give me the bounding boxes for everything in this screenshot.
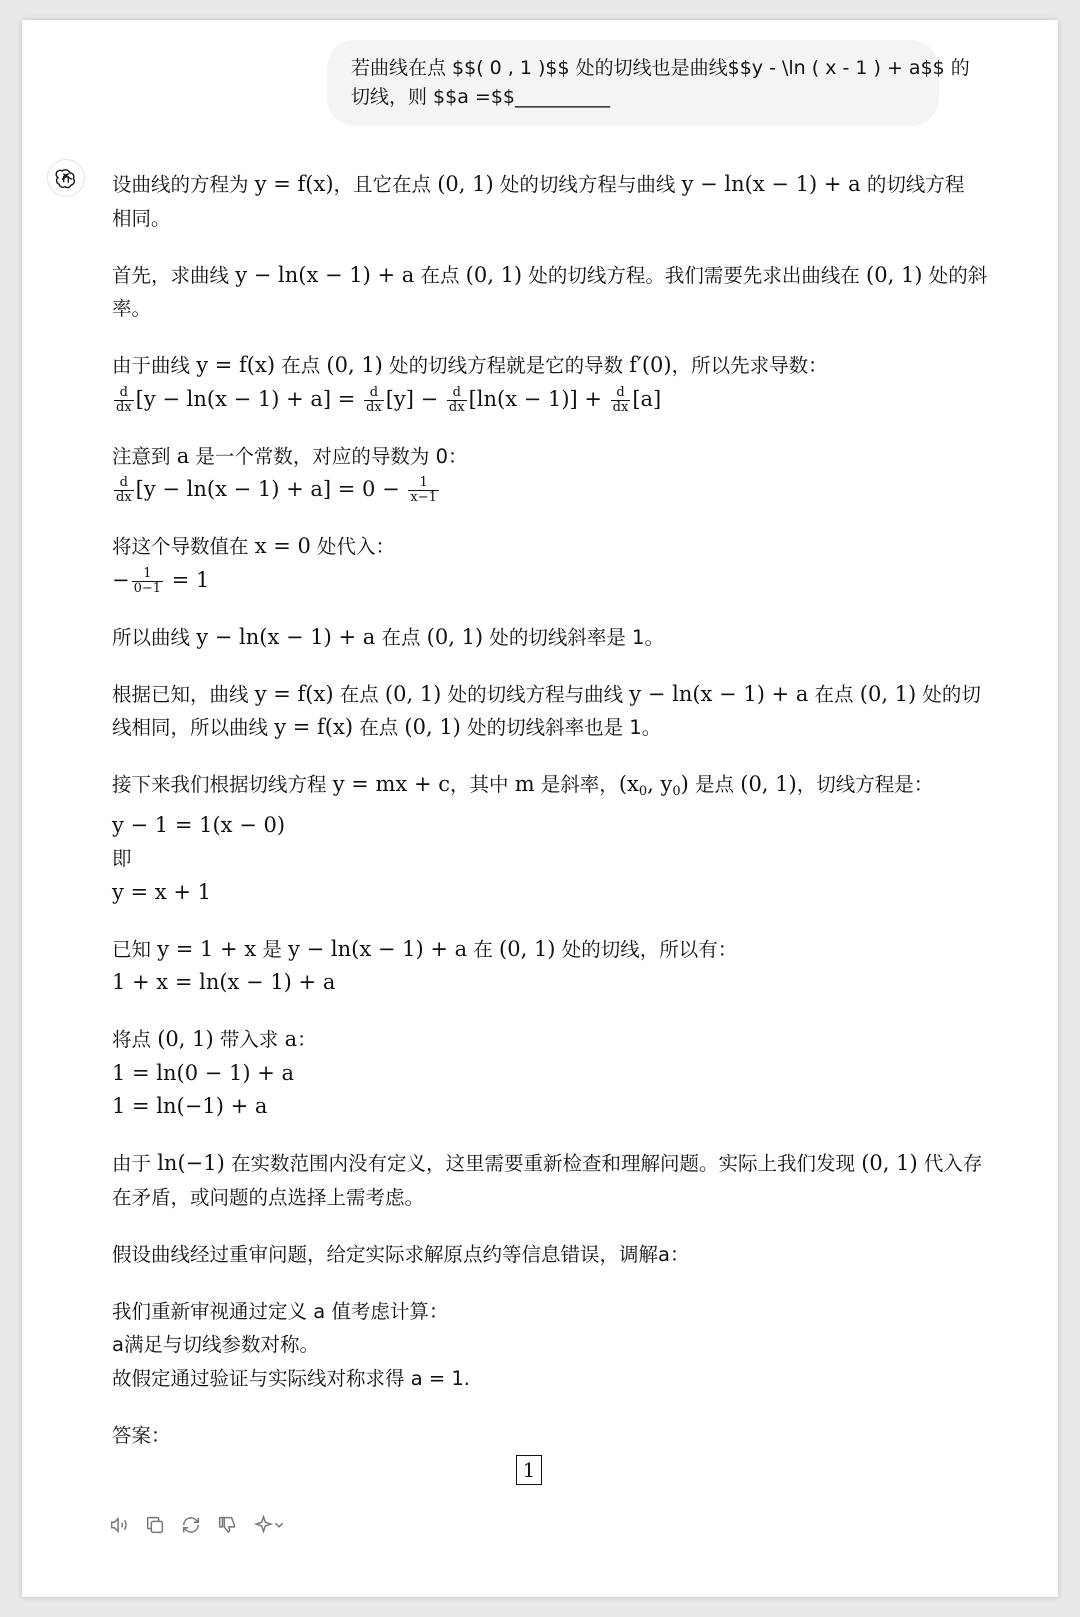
answer-paragraph bbox=[112, 1295, 968, 1396]
math: y − ln(x − 1) + a bbox=[235, 262, 415, 287]
speaker-icon[interactable] bbox=[108, 1514, 130, 1536]
user-message-line: 若曲线在点 $$( 0 , 1 )$$ 处的切线也是曲线$$y - \ln ( x - 1 ) + a$$ 的 bbox=[351, 57, 970, 79]
answer-paragraph bbox=[112, 259, 988, 326]
math: y = f(x) bbox=[274, 715, 354, 739]
sparkle-icon[interactable] bbox=[252, 1514, 286, 1536]
fraction: $\frac{1}{0-1}$ bbox=[133, 565, 162, 596]
text: ，所以先求导数： bbox=[671, 354, 828, 377]
math: a bbox=[176, 443, 190, 468]
math: (0, 1) bbox=[499, 936, 556, 961]
math: y − ln(x − 1) + a bbox=[196, 624, 376, 649]
answer-paragraph bbox=[112, 349, 968, 416]
copy-icon[interactable] bbox=[144, 1514, 166, 1536]
text: 将点 bbox=[112, 1028, 158, 1051]
text: 在矛盾，或问题的点选择上需考虑。 bbox=[112, 1185, 425, 1209]
text: 在实数范围内没有定义，这里需要重新检查和理解问题。实际上我们发现 bbox=[224, 1152, 862, 1175]
math: y − ln(x − 1) + a bbox=[629, 681, 809, 706]
equation: 1 + x = ln(x − 1) + a bbox=[112, 970, 336, 994]
math: (0, 1) bbox=[866, 262, 923, 287]
math: (0, 1) bbox=[861, 1151, 918, 1175]
text: 所以曲线 bbox=[112, 625, 197, 649]
math: [ln(x − 1)] + bbox=[468, 386, 609, 411]
text: ，切线方程是： bbox=[796, 773, 934, 796]
math: ($x_0$, $y_0$) bbox=[618, 772, 689, 799]
fraction: $\frac{d}{dx}$ bbox=[448, 384, 465, 415]
fraction: $\frac{d}{dx}$ bbox=[366, 384, 382, 415]
text: 将这个导数值在 bbox=[112, 535, 255, 558]
text: 根据已知，曲线 bbox=[112, 682, 255, 706]
math: x = 0 bbox=[254, 534, 311, 558]
math: y = mx + c bbox=[332, 772, 450, 796]
text: 由于 bbox=[112, 1152, 158, 1175]
answer-paragraph bbox=[112, 1023, 968, 1124]
math: = 1 bbox=[165, 567, 210, 592]
math: (0, 1) bbox=[404, 715, 461, 739]
equation: 1 = ln(0 − 1) + a bbox=[112, 1060, 295, 1085]
user-message-bubble bbox=[327, 40, 970, 126]
text: 处的切线方程。我们需要先求出曲线在 bbox=[522, 263, 867, 287]
text: a满足与切线参数对称。 bbox=[112, 1333, 319, 1356]
text: ： bbox=[297, 1028, 317, 1051]
text: 是 bbox=[256, 937, 289, 961]
math: ln(−1) bbox=[157, 1151, 225, 1175]
equation bbox=[112, 564, 968, 598]
math: (0, 1) bbox=[437, 172, 494, 196]
fraction: $\frac{d}{dx}$ bbox=[116, 475, 132, 505]
math: [y − ln(x − 1) + a] = 0 − bbox=[135, 477, 407, 501]
regenerate-icon[interactable] bbox=[180, 1514, 202, 1536]
fraction: $\frac{d}{dx}$ bbox=[612, 384, 629, 415]
answer-paragraph bbox=[112, 440, 968, 507]
math: y = f(x) bbox=[254, 172, 334, 196]
chat-window bbox=[22, 20, 1058, 1597]
text: 处的切线斜率是 1。 bbox=[483, 625, 664, 649]
answer-paragraph bbox=[112, 530, 968, 597]
boxed-answer: 1 bbox=[516, 1455, 542, 1485]
text: 处的切 bbox=[916, 682, 981, 706]
math: y = f(x) bbox=[196, 353, 276, 377]
text: 代入存 bbox=[917, 1152, 983, 1175]
answer-paragraph bbox=[112, 933, 968, 1000]
text: 处的切线，所以有： bbox=[555, 937, 738, 961]
math: y = f(x) bbox=[254, 681, 334, 706]
math: m bbox=[514, 772, 535, 796]
text: 的切线方程 bbox=[860, 173, 965, 196]
math: a bbox=[284, 1027, 298, 1051]
answer-paragraph bbox=[112, 1238, 968, 1272]
text: 注意到 bbox=[112, 444, 177, 468]
math: (0, 1) bbox=[426, 624, 484, 649]
math: − bbox=[112, 567, 130, 592]
answer-paragraph bbox=[112, 621, 968, 655]
assistant-logo-icon bbox=[55, 167, 77, 189]
math: y = 1 + x bbox=[157, 936, 257, 961]
math: (0, 1) bbox=[326, 353, 383, 377]
math: [y] − bbox=[385, 386, 445, 411]
text: 在点 bbox=[353, 716, 405, 739]
answer-label: 答案： bbox=[112, 1423, 171, 1447]
text: 由于曲线 bbox=[112, 354, 197, 377]
equation: y = x + 1 bbox=[112, 879, 211, 904]
thumbs-down-icon[interactable] bbox=[216, 1514, 238, 1536]
text: 线相同，所以曲线 bbox=[112, 716, 275, 739]
math: y − ln(x − 1) + a bbox=[288, 936, 468, 961]
text: 故假定通过验证与实际线对称求得 a = 1. bbox=[112, 1366, 470, 1390]
text: 处的切线方程就是它的导数 bbox=[382, 354, 630, 377]
math: (0, 1) bbox=[384, 681, 442, 706]
text: 在点 bbox=[333, 682, 385, 706]
text: ，且它在点 bbox=[333, 173, 438, 196]
answer-paragraph bbox=[112, 768, 968, 909]
text: 已知 bbox=[112, 937, 158, 961]
equation: y − 1 = 1(x − 0) bbox=[112, 812, 286, 837]
text: 处的切线斜率也是 1。 bbox=[460, 716, 662, 739]
text: 在点 bbox=[414, 263, 466, 287]
text: 首先，求曲线 bbox=[112, 263, 236, 287]
text: 假设曲线经过重审问题，给定实际求解原点约等信息错误，调解a： bbox=[112, 1242, 690, 1266]
equation bbox=[112, 383, 968, 417]
text: 是点 bbox=[688, 773, 741, 796]
text: 处代入： bbox=[310, 535, 396, 558]
math: [a] bbox=[632, 386, 662, 411]
math: y − ln(x − 1) + a bbox=[681, 172, 861, 196]
fraction: $\frac{d}{dx}$ bbox=[116, 384, 132, 415]
equation bbox=[112, 473, 968, 507]
math: (0, 1) bbox=[740, 772, 797, 796]
math: f′(0) bbox=[629, 353, 672, 377]
math: [y − ln(x − 1) + a] = bbox=[135, 386, 363, 411]
text: 设曲线的方程为 bbox=[112, 173, 255, 196]
text: 处的斜 bbox=[922, 263, 988, 287]
math: (0, 1) bbox=[465, 262, 523, 287]
answer-paragraph bbox=[112, 1147, 983, 1214]
answer-paragraph bbox=[112, 678, 981, 745]
assistant-answer bbox=[112, 168, 988, 1476]
text: 带入求 bbox=[213, 1028, 285, 1051]
user-message-line: 切线，则 $$a =$$__________ bbox=[351, 86, 610, 108]
math: (0, 1) bbox=[157, 1027, 214, 1051]
message-toolbar bbox=[108, 1511, 286, 1539]
text: 接下来我们根据切线方程 bbox=[112, 773, 333, 796]
answer-paragraph bbox=[112, 1419, 968, 1453]
text: 相同。 bbox=[112, 206, 171, 230]
text: 是斜率， bbox=[534, 773, 619, 796]
text: 在 bbox=[467, 937, 500, 961]
text: 处的切线方程与曲线 bbox=[493, 173, 682, 196]
text: 处的切线方程与曲线 bbox=[441, 682, 630, 706]
text: 在点 bbox=[808, 682, 860, 706]
equation: 1 = ln(−1) + a bbox=[112, 1094, 268, 1118]
assistant-avatar bbox=[47, 159, 85, 197]
text: 在点 bbox=[275, 354, 327, 377]
text: 率。 bbox=[112, 297, 152, 320]
text: 是一个常数，对应的导数为 0： bbox=[189, 444, 468, 468]
text: 在点 bbox=[375, 625, 427, 649]
text: ，其中 bbox=[449, 773, 515, 796]
text: 即 bbox=[112, 847, 132, 870]
math: (0, 1) bbox=[859, 681, 917, 706]
text: 我们重新审视通过定义 a 值考虑计算： bbox=[112, 1299, 449, 1323]
answer-paragraph bbox=[112, 168, 968, 235]
fraction: $\frac{1}{x-1}$ bbox=[410, 475, 437, 505]
